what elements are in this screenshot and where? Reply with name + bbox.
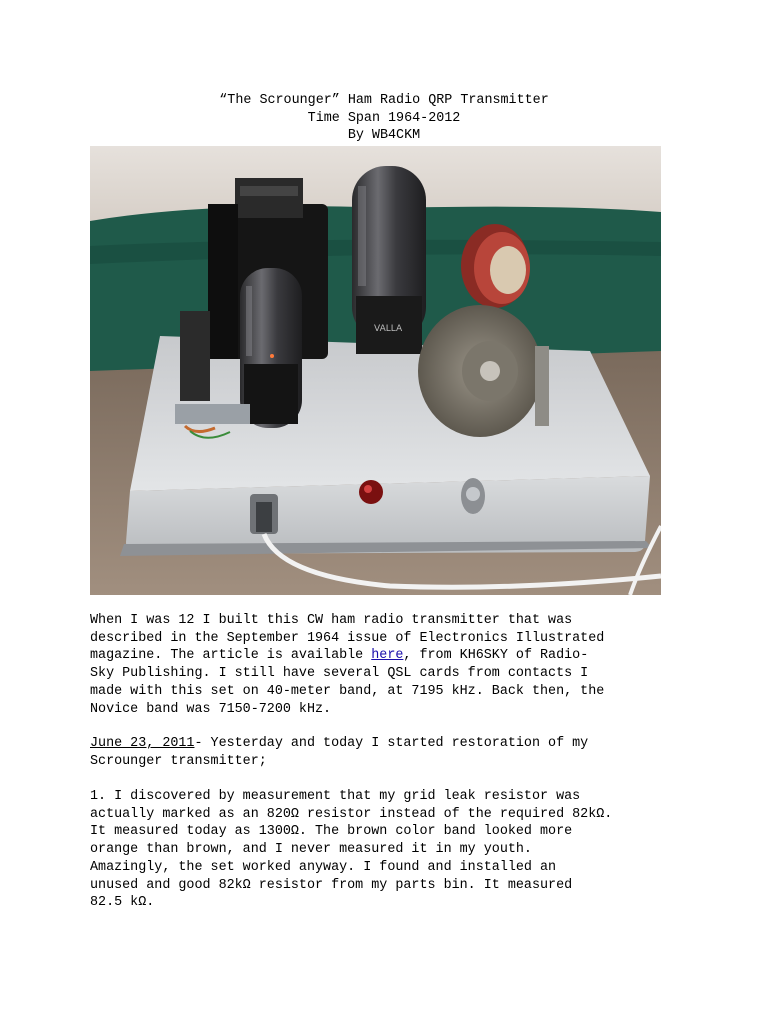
- paragraph-line: actually marked as an 820Ω resistor instead of the required 82kΩ.: [90, 806, 613, 822]
- paragraph-line: 82.5 kΩ.: [90, 895, 155, 911]
- paragraph-line: unused and good 82kΩ resistor from my parts bin. It measured: [90, 877, 573, 893]
- title-block: [0, 92, 768, 145]
- item-1-paragraph: [90, 788, 710, 912]
- intro-paragraph: [90, 612, 710, 718]
- paragraph-line: Scrounger transmitter;: [90, 753, 267, 769]
- paragraph-line: made with this set on 40-meter band, at 7195 kHz. Back then, the: [90, 683, 605, 699]
- entry-date: June 23, 2011: [90, 736, 195, 751]
- paragraph-line: Sky Publishing. I still have several QSL cards from contacts I: [90, 666, 589, 682]
- paragraph-line: magazine. The article is available: [90, 648, 372, 664]
- paragraph-line: - Yesterday and today I started restoration of my: [194, 736, 589, 751]
- paragraph-line: It measured today as 1300Ω. The brown color band looked more: [90, 824, 573, 840]
- transmitter-photo: [90, 146, 661, 595]
- article-link[interactable]: here: [371, 648, 404, 664]
- paragraph-line: described in the September 1964 issue of Electronics Illustrated: [90, 630, 605, 646]
- paragraph-line: Amazingly, the set worked anyway. I found and installed an: [90, 859, 557, 875]
- paragraph-line: , from KH6SKY of Radio-: [403, 648, 589, 664]
- restoration-paragraph: [90, 735, 710, 770]
- document-timespan: Time Span 1964-2012: [307, 110, 461, 126]
- document-title: “The Scrounger” Ham Radio QRP Transmitter: [219, 93, 549, 108]
- paragraph-line: Novice band was 7150-7200 kHz.: [90, 701, 332, 717]
- document-author: By WB4CKM: [347, 128, 421, 143]
- tube-label: VALLA: [374, 324, 403, 334]
- paragraph-line: 1. I discovered by measurement that my grid leak resistor was: [90, 789, 581, 804]
- paragraph-line: orange than brown, and I never measured it in my youth.: [90, 842, 532, 858]
- paragraph-line: When I was 12 I built this CW ham radio transmitter that was: [90, 613, 573, 628]
